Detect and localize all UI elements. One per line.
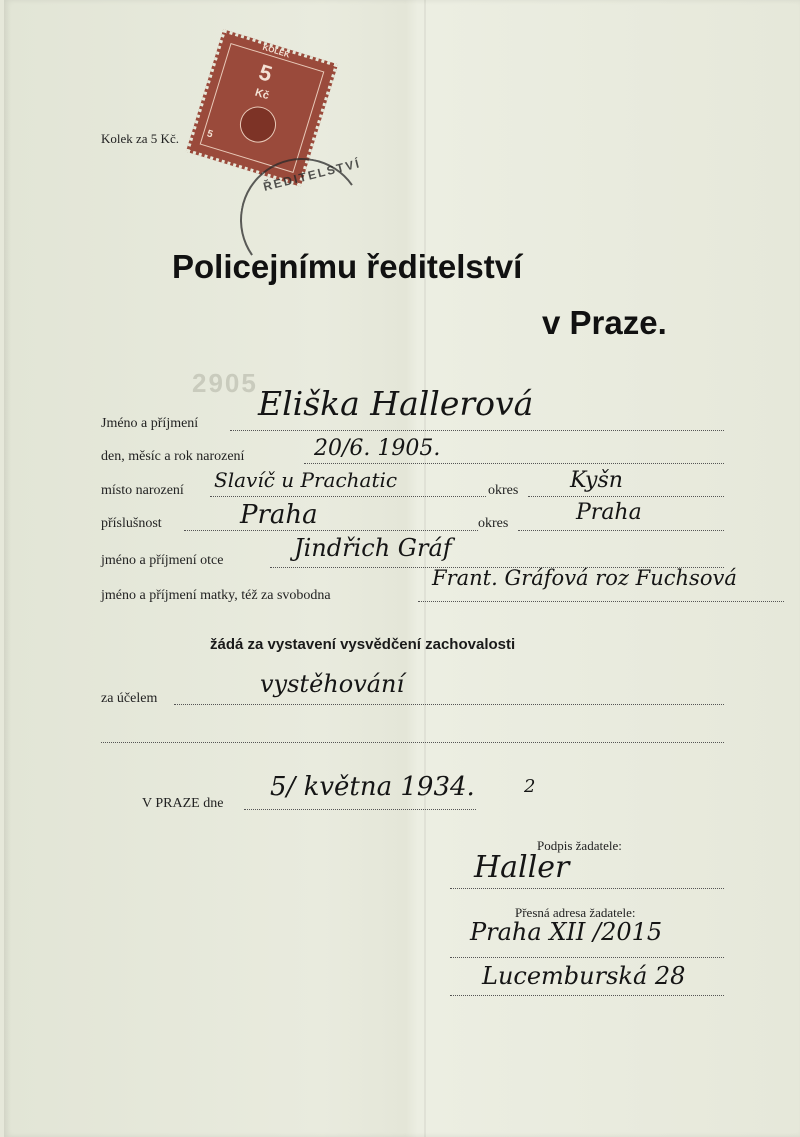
stamp-label: Kolek za 5 Kč. [101, 131, 179, 146]
name-value: Eliška Hallerová [258, 384, 534, 423]
father-label: jméno a příjmení otce [101, 553, 224, 568]
mother-line [418, 601, 784, 602]
name-line [230, 430, 724, 431]
date-value: 5/ května 1934. [270, 772, 475, 802]
birthplace-line [210, 496, 486, 497]
stamp-top-text: KOLEK [261, 42, 291, 60]
birthplace-district-value: Kyšn [570, 468, 623, 493]
residence-line [184, 530, 478, 531]
residence-value: Praha [240, 500, 318, 530]
name-label: Jméno a příjmení [101, 416, 199, 431]
birthplace-label: místo narození [101, 483, 184, 498]
fold-line [424, 0, 426, 1137]
address-label: Přesná adresa žadatele: [515, 905, 636, 920]
birthplace-district-label: okres [488, 483, 519, 498]
stamp-corner-value: 5 [205, 128, 215, 141]
signature-label: Podpis žadatele: [537, 838, 622, 853]
residence-district-line [518, 530, 724, 531]
purpose-line-2 [101, 742, 724, 743]
birthdate-line [304, 463, 724, 464]
birthdate-label: den, měsíc a rok narození [101, 449, 245, 464]
document-paper [4, 0, 800, 1137]
stamp-value: 5 [256, 59, 276, 87]
postmark-text: ŘEDITELSTVÍ [261, 156, 363, 194]
place-date-label: V PRAZE dne [142, 796, 224, 811]
birthdate-value: 20/6. 1905. [314, 436, 441, 461]
mother-value: Frant. Gráfová roz Fuchsová [432, 566, 737, 590]
father-value: Jindřich Gráf [294, 534, 452, 562]
purpose-label: za účelem [101, 691, 158, 706]
birthplace-value: Slavíč u Prachatic [214, 468, 398, 492]
stamp-currency: Kč [253, 86, 271, 103]
addressee-line-2: v Praze. [542, 304, 667, 341]
birthplace-district-line [528, 496, 724, 497]
residence-label: příslušnost [101, 516, 162, 531]
address-line-2-rule [450, 995, 724, 996]
purpose-value: vystěhování [260, 670, 405, 698]
address-line-1-rule [450, 957, 724, 958]
signature-value: Haller [474, 850, 570, 885]
purpose-line [174, 704, 724, 705]
date-extra: 2 [524, 776, 536, 797]
address-line-2: Lucemburská 28 [482, 962, 686, 990]
serial-number: 2905 [192, 368, 258, 398]
signature-line [450, 888, 724, 889]
mother-label: jméno a příjmení matky, též za svobodna [101, 588, 331, 603]
request-text: žádá za vystavení vysvědčení zachovalosti [210, 636, 516, 653]
residence-district-label: okres [478, 516, 509, 531]
residence-district-value: Praha [576, 500, 642, 525]
addressee-line-1: Policejnímu ředitelství [172, 248, 523, 285]
date-line [244, 809, 476, 810]
address-line-1: Praha XII /2015 [470, 918, 663, 946]
